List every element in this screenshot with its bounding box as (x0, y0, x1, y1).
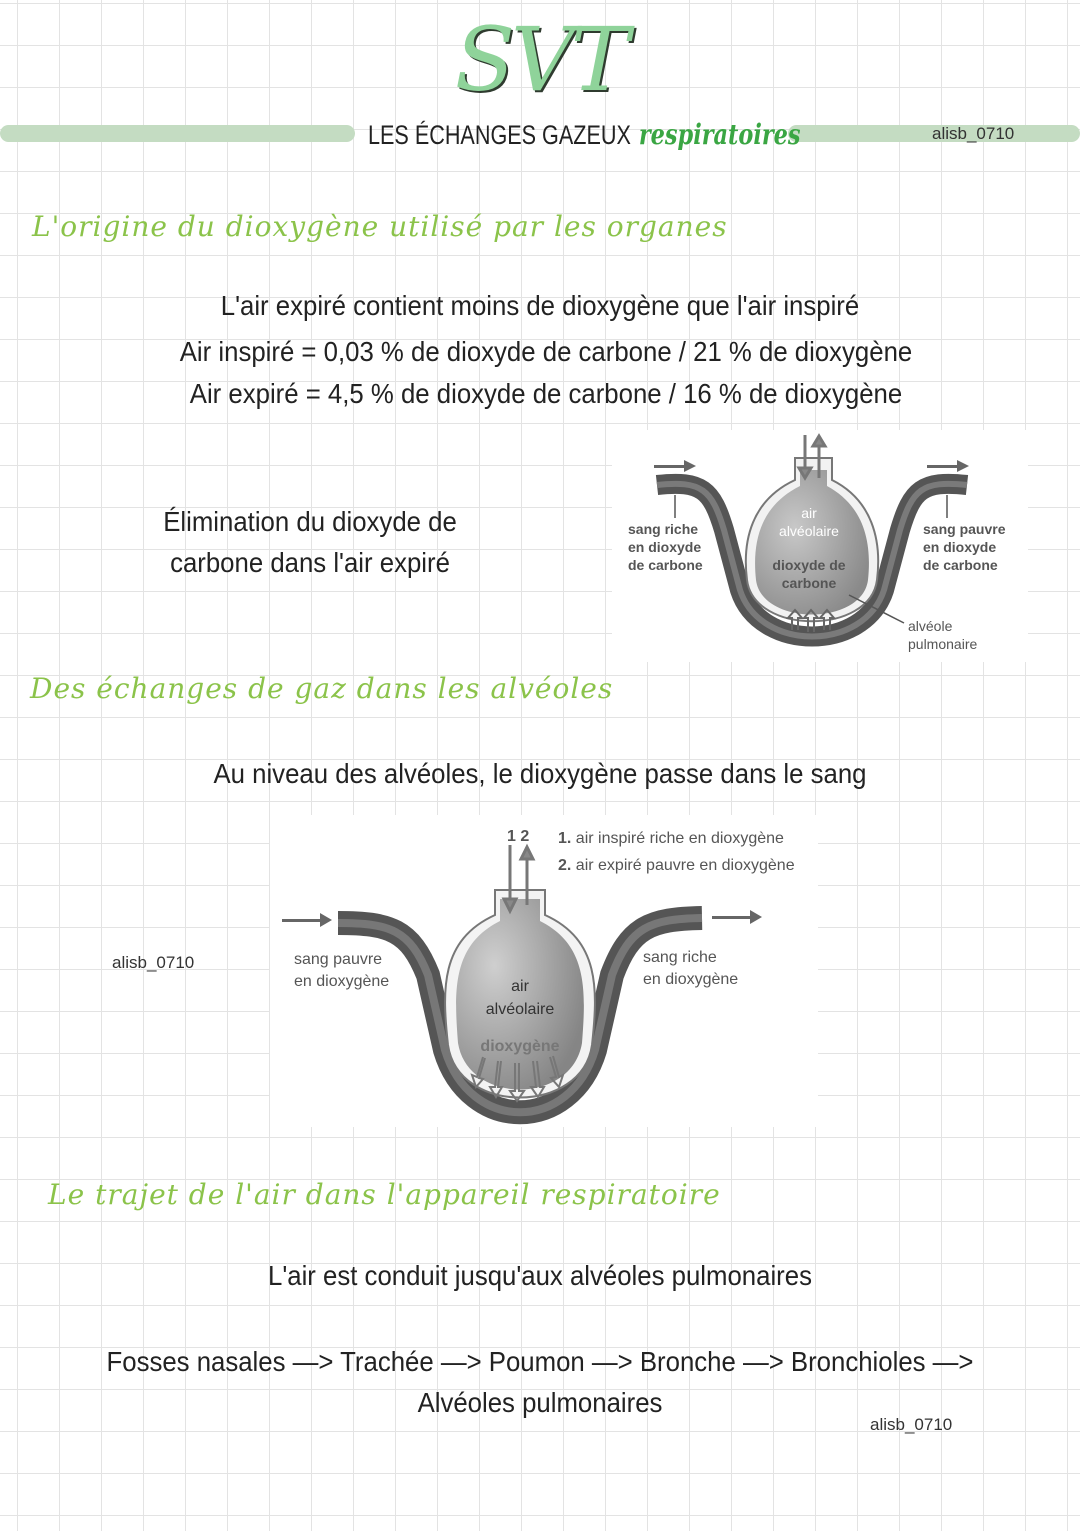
author-tag: alisb_0710 (870, 1415, 953, 1434)
text-line: Air inspiré = 0,03 % de dioxyde de carbone / 21 % de dioxygène (179, 336, 913, 367)
label-left: de carbone (628, 557, 703, 573)
section-heading-origin: L'origine du dioxygène utilisé par les organes (32, 210, 728, 243)
text-line: Air expiré = 4,5 % de dioxyde de carbone / 16 % de dioxygène (189, 378, 903, 409)
author-tag: alisb_0710 (112, 953, 195, 972)
author-tag: alisb_0710 (932, 124, 1015, 143)
label-gas: carbone (781, 575, 837, 591)
legend-item: 1. air inspiré riche en dioxygène (558, 830, 784, 847)
text-line: L'air expiré contient moins de dioxygène que l'air inspiré (220, 290, 860, 321)
page-subtitle (368, 118, 800, 151)
label-right: en dioxygène (643, 971, 739, 988)
label-gas: dioxyde de (772, 557, 846, 573)
label-pointer: alvéole (908, 618, 953, 634)
text-line: L'air est conduit jusqu'aux alvéoles pulmonaires (268, 1260, 812, 1291)
page-title: SVT (454, 8, 626, 111)
header-bar-left (0, 125, 355, 142)
label-pointer: pulmonaire (908, 636, 978, 652)
label-left: en dioxygène (294, 973, 390, 990)
label-inner: air (801, 505, 817, 521)
label-left: sang pauvre (294, 951, 383, 968)
section-heading-exchanges: Des échanges de gaz dans les alvéoles (30, 672, 614, 705)
label-inner: air (511, 978, 529, 995)
label-left: en dioxyde (628, 539, 702, 555)
label-inner: alvéolaire (485, 1001, 555, 1018)
caption-line: Élimination du dioxyde de (163, 506, 457, 537)
air-path-line: Fosses nasales —> Trachée —> Poumon —> Bronche —> Bronchioles —> (106, 1346, 974, 1377)
caption-line: carbone dans l'air expiré (170, 547, 450, 578)
oxygen-exchange-diagram (270, 815, 818, 1127)
label-gas: dioxygène (480, 1038, 560, 1055)
co2-elimination-diagram (612, 430, 1028, 662)
subtitle-script: respiratoires (638, 118, 801, 151)
text-line: Au niveau des alvéoles, le dioxygène passe dans le sang (213, 758, 867, 789)
arrow-numbers: 1 2 (507, 828, 530, 845)
label-right: en dioxyde (923, 539, 997, 555)
legend-item: 2. air expiré pauvre en dioxygène (558, 857, 795, 874)
label-right: sang pauvre (923, 521, 1006, 537)
label-right: de carbone (923, 557, 998, 573)
air-path-line: Alvéoles pulmonaires (417, 1387, 663, 1418)
section-heading-air-path: Le trajet de l'air dans l'appareil respiratoire (48, 1178, 721, 1211)
label-inner: alvéolaire (779, 523, 839, 539)
label-right: sang riche (643, 949, 717, 966)
subtitle-plain: LES ÉCHANGES GAZEUX (368, 120, 631, 150)
label-left: sang riche (628, 521, 699, 537)
